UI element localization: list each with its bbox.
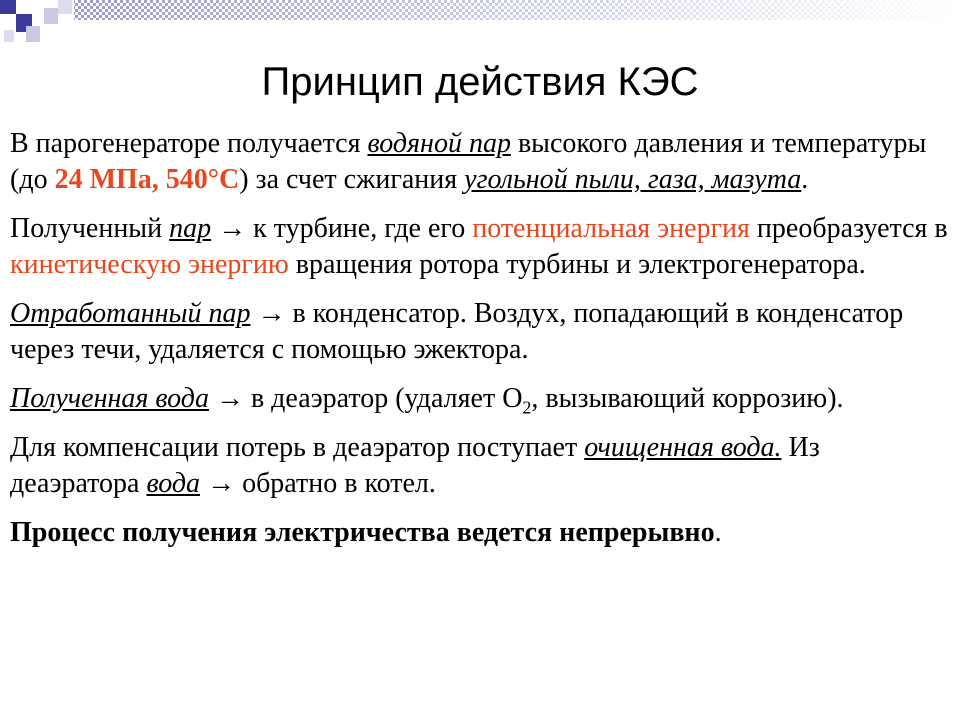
corner-decoration (0, 0, 960, 60)
decor-square (44, 8, 58, 24)
paragraph-conclusion (10, 515, 950, 551)
emphasis-water: вода (146, 468, 201, 499)
paragraph-turbine (10, 211, 950, 283)
paragraph-deaerator (10, 381, 950, 417)
highlight-kinetic-energy: кинетическую энергию (10, 249, 289, 280)
decor-squares (0, 0, 72, 42)
emphasis-obtained-water: Полученная вода (10, 383, 209, 414)
bold-conclusion: Процесс получения электричества ведется непрерывно (10, 517, 715, 548)
emphasis-steam: пар (169, 213, 212, 244)
subscript: 2 (522, 397, 532, 418)
text: В парогенераторе получается (10, 128, 368, 159)
text: → в деаэратор (удаляет О (208, 383, 523, 414)
text: → к турбине, где его (211, 213, 473, 244)
text: преобразуется в (749, 213, 948, 244)
highlight-pressure-temperature: 24 МПа, 540°С (54, 164, 240, 195)
emphasis-purified-water: очищенная вода. (584, 432, 782, 463)
emphasis-water-steam: водяной пар (367, 128, 511, 159)
text: → в конденсатор. Воздух, попадающий в конденсатор через течи, удаляется с помощью эжектора. (10, 298, 904, 365)
decor-square (0, 0, 16, 14)
paragraph-compensation (10, 430, 950, 502)
text: . (714, 517, 722, 548)
text: , вызывающий коррозию). (531, 383, 844, 414)
decor-square (4, 30, 14, 42)
paragraph-condenser (10, 296, 950, 368)
text: Из деаэратора (10, 432, 820, 499)
text: . (801, 164, 809, 195)
text: → обратно в котел. (200, 468, 436, 499)
text: вращения ротора турбины и электрогенератора. (288, 249, 866, 280)
decor-hatched-band (74, 0, 960, 20)
text: высокого давления и температуры (до (10, 128, 927, 195)
emphasis-fuels: угольной пыли, газа, мазута (464, 164, 802, 195)
text: Полученный (10, 213, 170, 244)
decor-square (26, 26, 40, 42)
text: ) за счет сжигания (239, 164, 465, 195)
emphasis-exhaust-steam: Отработанный пар (10, 298, 251, 329)
text: Для компенсации потерь в деаэратор поступает (10, 432, 585, 463)
decor-square (58, 0, 72, 14)
highlight-potential-energy: потенциальная энергия (472, 213, 750, 244)
slide-body (10, 126, 950, 564)
slide-title: Принцип действия КЭС (261, 60, 699, 104)
paragraph-steam-generator (10, 126, 950, 198)
